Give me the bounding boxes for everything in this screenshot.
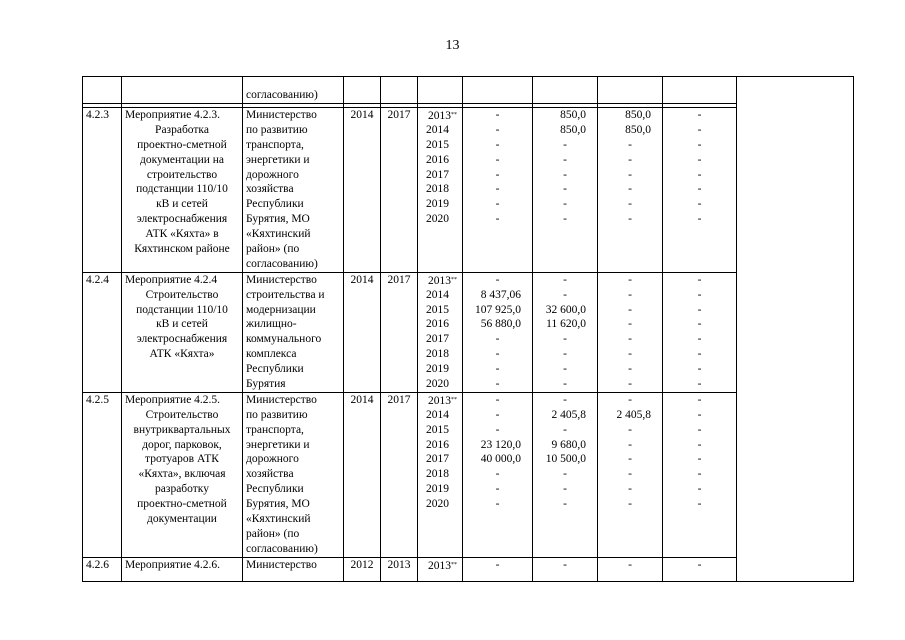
funding-year-text: 2019 xyxy=(426,483,449,496)
funding-year xyxy=(421,482,459,497)
responsible-body-line: Республики xyxy=(246,363,304,376)
funding-year-text: 2015 xyxy=(426,423,449,436)
funding-value-2-line: - xyxy=(563,468,567,481)
measure-name-line: АТК «Кяхта» в xyxy=(145,228,219,241)
funding-value-2-line: - xyxy=(563,198,567,211)
funding-value-1 xyxy=(463,272,533,392)
measure-name-line: «Кяхта», включая xyxy=(138,468,226,481)
funding-value-1-line: - xyxy=(495,168,500,181)
responsible-body-line: по развитию xyxy=(246,123,308,136)
start-year: 2014 xyxy=(344,272,381,392)
funding-value-1-line: 107 925,0 xyxy=(475,303,521,316)
continuation-row xyxy=(83,77,854,104)
funding-value-3-line: - xyxy=(628,483,632,496)
funding-value-1-line: - xyxy=(495,393,500,406)
funding-year-text: 2019 xyxy=(426,363,449,376)
funding-value-3-line: - xyxy=(628,558,632,571)
funding-year-text: 2013 xyxy=(428,274,451,287)
funding-value-2 xyxy=(533,392,598,557)
funding-value-1-line: - xyxy=(495,558,500,571)
funding-value-3-line: - xyxy=(628,198,632,211)
funding-year xyxy=(421,288,459,303)
responsible-body-line: согласованию) xyxy=(246,257,318,270)
responsible-body-line: Республики xyxy=(246,483,304,496)
responsible-body-line: район» (по xyxy=(246,243,300,256)
funding-value-1-line: - xyxy=(495,408,500,421)
responsible-continuation: согласованию) xyxy=(246,89,318,102)
funding-value-4 xyxy=(663,272,737,392)
measure-name-line: тротуаров АТК xyxy=(145,453,219,466)
funding-value-3-line: - xyxy=(628,348,632,361)
funding-value-2-line: - xyxy=(563,483,567,496)
funding-year-text: 2018 xyxy=(426,468,449,481)
responsible-body-line: дорожного xyxy=(246,168,299,181)
responsible-body-line: Министерство xyxy=(246,393,317,406)
footnote-mark: ** xyxy=(451,561,457,568)
funding-value-3-line: - xyxy=(628,213,632,226)
funding-year xyxy=(421,303,459,318)
funding-value-4-line: - xyxy=(697,423,702,436)
funding-value-4-line: - xyxy=(697,438,702,451)
responsible-body-line: транспорта, xyxy=(246,423,304,436)
funding-value-3-line: 850,0 xyxy=(625,123,651,136)
funding-value-4-line: - xyxy=(697,468,702,481)
funding-value-1-line: - xyxy=(495,138,500,151)
funding-year-text: 2019 xyxy=(426,198,449,211)
funding-value-1-line: - xyxy=(495,333,500,346)
funding-value-3 xyxy=(598,108,663,273)
funding-value-4-line: - xyxy=(697,109,702,121)
funding-value-1-line: - xyxy=(495,109,500,121)
funding-value-4-line: - xyxy=(697,183,702,196)
responsible-body xyxy=(243,557,344,581)
funding-value-3-line: - xyxy=(628,333,632,346)
funding-value-3-line: - xyxy=(628,273,632,286)
funding-value-2-line: - xyxy=(563,183,567,196)
measure-name-line: документации xyxy=(147,513,217,526)
funding-year-text: 2016 xyxy=(426,318,449,331)
row-number: 4.2.4 xyxy=(83,272,122,392)
responsible-body-line: Министерство xyxy=(246,109,317,121)
funding-value-2-line: - xyxy=(563,288,567,301)
funding-year-text: 2013 xyxy=(428,394,451,407)
funding-value-3-line: - xyxy=(628,468,632,481)
start-year: 2012 xyxy=(344,557,381,581)
funding-value-3 xyxy=(598,272,663,392)
funding-value-3-line: - xyxy=(628,363,632,376)
funding-value-1-line: 8 437,06 xyxy=(480,288,521,301)
footnote-mark: ** xyxy=(451,396,457,403)
funding-year-text: 2013 xyxy=(428,110,451,122)
funding-value-2-line: - xyxy=(563,378,567,391)
responsible-body-line: Республики xyxy=(246,198,304,211)
row-number: 4.2.6 xyxy=(83,557,122,581)
end-year: 2017 xyxy=(381,108,418,273)
funding-year xyxy=(421,438,459,453)
end-year: 2017 xyxy=(381,392,418,557)
funding-year xyxy=(421,138,459,153)
funding-value-1-line: 56 880,0 xyxy=(480,318,521,331)
funding-value-4-line: - xyxy=(697,453,702,466)
measure-name-line: Мероприятие 4.2.4 xyxy=(125,273,218,286)
funding-value-1-line: - xyxy=(495,198,500,211)
funding-value-2-line: - xyxy=(563,153,567,166)
funding-value-1 xyxy=(463,392,533,557)
funding-year xyxy=(421,153,459,168)
funding-year xyxy=(421,467,459,482)
funding-year xyxy=(421,168,459,183)
funding-value-4-line: - xyxy=(697,273,702,286)
funding-value-3-line: - xyxy=(628,168,632,181)
funding-value-4-line: - xyxy=(697,333,702,346)
funding-value-1-line: - xyxy=(495,348,500,361)
funding-value-1-line: - xyxy=(495,213,500,226)
funding-value-2-line: - xyxy=(563,423,567,436)
responsible-body-line: согласованию) xyxy=(246,542,318,555)
funding-year-text: 2015 xyxy=(426,303,449,316)
funding-year-text: 2017 xyxy=(426,333,449,346)
responsible-body-line: по развитию xyxy=(246,408,308,421)
funding-value-3-line: 2 405,8 xyxy=(616,408,651,421)
measure-name-line: проектно-сметной xyxy=(137,498,227,511)
funding-value-2-line: - xyxy=(563,168,567,181)
responsible-body-line: Министерство xyxy=(246,273,317,286)
footnote-mark: ** xyxy=(451,276,457,283)
funding-year-text: 2020 xyxy=(426,498,449,511)
measure-name-line: внутриквартальных xyxy=(133,423,231,436)
funding-value-3-line: - xyxy=(628,453,632,466)
row-number: 4.2.3 xyxy=(83,108,122,273)
funding-value-3-line: - xyxy=(628,318,632,331)
funding-year xyxy=(421,212,459,227)
funding-year-text: 2014 xyxy=(426,288,449,301)
funding-value-4-line: - xyxy=(697,348,702,361)
funding-value-4 xyxy=(663,108,737,273)
responsible-body-line: Бурятия, МО xyxy=(246,213,310,226)
responsible-body xyxy=(243,392,344,557)
funding-value-4-line: - xyxy=(697,138,702,151)
funding-value-3-line: - xyxy=(628,498,632,511)
measure-name xyxy=(122,272,243,392)
responsible-body-line: транспорта, xyxy=(246,138,304,151)
measure-name-line: строительство xyxy=(146,168,218,181)
funding-value-3-line: - xyxy=(628,138,632,151)
funding-value-3-line: - xyxy=(628,183,632,196)
funding-value-2-line: 850,0 xyxy=(560,109,586,121)
funding-year xyxy=(421,108,459,123)
start-year: 2014 xyxy=(344,392,381,557)
funding-value-1 xyxy=(463,108,533,273)
funding-value-4-line: - xyxy=(697,558,702,571)
funding-year-text: 2016 xyxy=(426,438,449,451)
funding-years xyxy=(418,272,463,392)
funding-year xyxy=(421,377,459,392)
responsible-body xyxy=(243,108,344,273)
funding-value-4-line: - xyxy=(697,303,702,316)
funding-year-text: 2014 xyxy=(426,123,449,136)
funding-value-4-line: - xyxy=(697,378,702,391)
funding-year-text: 2018 xyxy=(426,183,449,196)
funding-value-4-line: - xyxy=(697,288,702,301)
funding-value-2-line: - xyxy=(563,138,567,151)
funding-year xyxy=(421,362,459,377)
responsible-body-line: энергетики и xyxy=(246,438,310,451)
measure-name-line: подстанции 110/10 xyxy=(136,183,228,196)
funding-value-1-line: - xyxy=(495,498,500,511)
responsible-body-line: коммунального xyxy=(246,333,322,346)
funding-value-1-line: - xyxy=(495,423,500,436)
measure-name-line: Строительство xyxy=(145,288,219,301)
responsible-body-line: хозяйства xyxy=(246,183,294,196)
funding-value-4-line: - xyxy=(697,363,702,376)
funding-value-2 xyxy=(533,108,598,273)
measure-name-line: проектно-сметной xyxy=(137,138,227,151)
funding-year-text: 2017 xyxy=(426,453,449,466)
funding-year xyxy=(421,408,459,423)
funding-value-1-line: - xyxy=(495,273,500,286)
measure-name-line: АТК «Кяхта» xyxy=(149,348,215,361)
funding-value-1-line: - xyxy=(495,363,500,376)
funding-value-2 xyxy=(533,557,598,581)
funding-year xyxy=(421,497,459,512)
responsible-body-line: «Кяхтинский xyxy=(246,513,311,526)
funding-value-3-line: - xyxy=(628,303,632,316)
measure-name-line: Мероприятие 4.2.3. xyxy=(125,109,221,121)
funding-year xyxy=(421,182,459,197)
funding-year xyxy=(421,123,459,138)
funding-year xyxy=(421,197,459,212)
funding-year xyxy=(421,317,459,332)
funding-value-2-line: - xyxy=(563,273,567,286)
funding-value-3 xyxy=(598,557,663,581)
measure-name xyxy=(122,392,243,557)
measure-name-line: электроснабжения xyxy=(136,333,228,346)
funding-value-4-line: - xyxy=(697,498,702,511)
measure-name-line: разработку xyxy=(155,483,209,496)
funding-year-text: 2018 xyxy=(426,348,449,361)
funding-value-2-line: 9 680,0 xyxy=(551,438,586,451)
funding-value-3 xyxy=(598,392,663,557)
funding-years xyxy=(418,392,463,557)
responsible-body-line: Бурятия xyxy=(246,378,286,391)
funding-value-2-line: - xyxy=(563,498,567,511)
funding-value-2-line: - xyxy=(563,333,567,346)
funding-value-2-line: - xyxy=(563,558,567,571)
responsible-body-line: дорожного xyxy=(246,453,299,466)
funding-value-1-line: - xyxy=(495,153,500,166)
responsible-body-line: энергетики и xyxy=(246,153,310,166)
funding-value-2-line: - xyxy=(563,393,567,406)
measures-table xyxy=(82,76,854,582)
funding-value-3-line: 850,0 xyxy=(625,109,651,121)
funding-value-4 xyxy=(663,557,737,581)
funding-year xyxy=(421,332,459,347)
funding-year xyxy=(421,452,459,467)
funding-years xyxy=(418,557,463,581)
funding-value-2-line: 850,0 xyxy=(560,123,586,136)
measure-name-line: Мероприятие 4.2.5. xyxy=(125,393,221,406)
responsible-body-line: Министерство xyxy=(246,558,317,571)
funding-year-text: 2020 xyxy=(426,378,449,391)
funding-year xyxy=(421,347,459,362)
funding-year xyxy=(421,273,459,288)
responsible-body-line: район» (по xyxy=(246,527,300,540)
funding-value-1-line: - xyxy=(495,483,500,496)
funding-value-1-line: 23 120,0 xyxy=(480,438,521,451)
end-year: 2017 xyxy=(381,272,418,392)
empty-last-column xyxy=(737,77,854,582)
responsible-body-line: жилищно- xyxy=(246,318,297,331)
funding-value-4-line: - xyxy=(697,483,702,496)
funding-value-3-line: - xyxy=(628,378,632,391)
funding-year-text: 2013 xyxy=(428,559,451,572)
funding-value-1-line: - xyxy=(495,378,500,391)
responsible-body-line: «Кяхтинский xyxy=(246,228,311,241)
measure-name-line: документации на xyxy=(139,153,225,166)
funding-value-3-line: - xyxy=(628,393,632,406)
measure-name-line: Кяхтинском районе xyxy=(134,243,230,256)
funding-year-text: 2015 xyxy=(426,138,449,151)
funding-value-1-line: - xyxy=(495,123,500,136)
measure-name-line: кВ и сетей xyxy=(156,318,208,331)
measure-name-line: электроснабжения xyxy=(136,213,228,226)
responsible-body-line: строительства и xyxy=(246,288,325,301)
measure-name xyxy=(122,108,243,273)
end-year: 2013 xyxy=(381,557,418,581)
footnote-mark: ** xyxy=(451,112,457,118)
funding-value-2-line: 32 600,0 xyxy=(545,303,586,316)
funding-value-3-line: - xyxy=(628,153,632,166)
funding-year-text: 2017 xyxy=(426,168,449,181)
funding-value-2-line: - xyxy=(563,213,567,226)
measure-name-line: подстанции 110/10 xyxy=(136,303,228,316)
funding-value-4-line: - xyxy=(697,153,702,166)
funding-value-2-line: - xyxy=(563,348,567,361)
measure-name-line: Строительство xyxy=(145,408,219,421)
funding-value-1-line: 40 000,0 xyxy=(480,453,521,466)
funding-year xyxy=(421,558,459,573)
funding-value-2 xyxy=(533,272,598,392)
funding-value-2-line: 11 620,0 xyxy=(546,318,586,331)
funding-value-4-line: - xyxy=(697,168,702,181)
responsible-body-line: модернизации xyxy=(246,303,316,316)
funding-year-text: 2020 xyxy=(426,213,449,226)
row-number: 4.2.5 xyxy=(83,392,122,557)
funding-value-2-line: 10 500,0 xyxy=(545,453,586,466)
responsible-body xyxy=(243,272,344,392)
funding-year xyxy=(421,423,459,438)
measure-name-line: Разработка xyxy=(155,123,209,136)
funding-year-text: 2016 xyxy=(426,153,449,166)
funding-value-2-line: 2 405,8 xyxy=(551,408,586,421)
funding-value-1-line: - xyxy=(495,183,500,196)
funding-years xyxy=(418,108,463,273)
funding-value-4 xyxy=(663,392,737,557)
funding-value-4-line: - xyxy=(697,213,702,226)
funding-value-3-line: - xyxy=(628,423,632,436)
funding-value-4-line: - xyxy=(697,393,702,406)
measure-name-line: Мероприятие 4.2.6. xyxy=(125,558,221,571)
responsible-body-line: Бурятия, МО xyxy=(246,498,310,511)
funding-value-3-line: - xyxy=(628,438,632,451)
funding-year-text: 2014 xyxy=(426,408,449,421)
funding-value-2-line: - xyxy=(563,363,567,376)
funding-value-1 xyxy=(463,557,533,581)
funding-value-4-line: - xyxy=(697,198,702,211)
funding-value-3-line: - xyxy=(628,288,632,301)
responsible-body-line: комплекса xyxy=(246,348,297,361)
measure-name xyxy=(122,557,243,581)
measure-name-line: дорог, парковок, xyxy=(142,438,222,451)
start-year: 2014 xyxy=(344,108,381,273)
funding-value-4-line: - xyxy=(697,318,702,331)
measure-name-line: кВ и сетей xyxy=(156,198,208,211)
funding-value-4-line: - xyxy=(697,123,702,136)
page-number: 13 xyxy=(445,38,460,53)
responsible-body-line: хозяйства xyxy=(246,468,294,481)
funding-year xyxy=(421,393,459,408)
funding-value-4-line: - xyxy=(697,408,702,421)
funding-value-1-line: - xyxy=(495,468,500,481)
